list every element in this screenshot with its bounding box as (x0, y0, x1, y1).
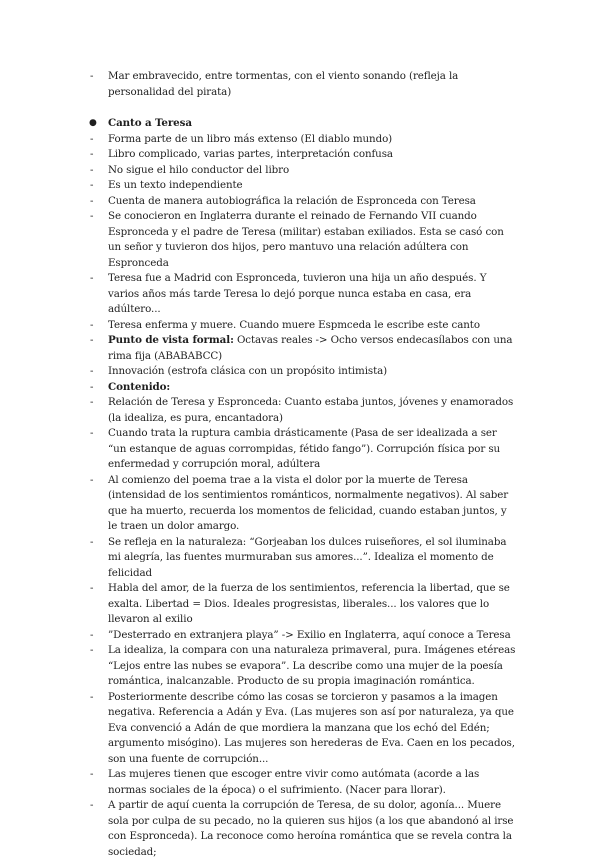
dash-bullet-icon: - (90, 690, 94, 703)
list-item (0, 690, 600, 768)
section-heading (0, 116, 600, 132)
dash-bullet-icon: - (90, 582, 94, 594)
list-item (0, 581, 600, 628)
item-text: Teresa fue a Madrid con Espronceda, tuvieron una hija un año después. Y varios años más tarde Teresa lo dejó porque nunca estaba en casa, era adúltero... (108, 272, 487, 315)
item-text: Es un texto independiente (108, 179, 243, 191)
item-text: Al comienzo del poema trae a la vista el dolor por la muerte de Teresa (intensidad de los sentimientos románticos, normalmente negativos). Al saber que ha muerto, recuerda los momentos de felicidad, cuando estaban juntos, y le traen un dolor amargo. (108, 473, 509, 532)
dash-bullet-icon: - (90, 210, 94, 222)
list-item (0, 364, 600, 380)
item-text: Octavas reales -> Ocho versos endecasílabos con una rima fija (ABABABCC) (108, 334, 513, 362)
item-text: Posteriormente describe cómo las cosas se torcieron y pasamos a la imagen negativa. Referencia a Adán y Eva. (Las mujeres son así por naturaleza, ya que Eva convenció a Adán de que mordiera la manzana que los echó del Edén; argumento misógino). Las mujeres son herederas de Eva. Caen en los pecados, son una fuente de corrupción... (108, 690, 515, 765)
item-label: Contenido: (108, 380, 171, 393)
list-item (0, 271, 600, 318)
list-item (0, 194, 600, 210)
item-text: Cuando trata la ruptura cambia drásticamente (Pasa de ser idealizada a ser “un estanque de aguas corrompidas, fétido fango”). Corrupción física por su enfermedad y corrupción moral, adúltera (108, 427, 501, 470)
list-item (0, 132, 600, 148)
list-item (0, 535, 600, 582)
list-item (0, 147, 600, 163)
dash-bullet-icon: - (90, 427, 94, 439)
list-item (0, 426, 600, 473)
dash-bullet-icon: - (90, 799, 94, 811)
item-text: No sigue el hilo conductor del libro (108, 163, 290, 176)
dash-bullet-icon: - (90, 272, 94, 284)
item-text: Habla del amor, de la fuerza de los sentimientos, referencia la libertad, que se exalta. Libertad = Dios. Ideales progresistas, liberales... los valores que lo llevaron al exilio (108, 582, 510, 625)
dash-bullet-icon: - (90, 179, 94, 191)
item-label: Punto de vista formal: (108, 334, 234, 346)
dash-bullet-icon: - (90, 334, 94, 346)
list-item-intro (0, 69, 600, 100)
list-item (0, 767, 600, 798)
dash-bullet-icon: - (90, 70, 94, 82)
dash-bullet-icon: - (90, 396, 94, 408)
dash-bullet-icon: - (90, 473, 94, 486)
dash-bullet-icon: - (90, 163, 94, 176)
dash-bullet-icon: - (90, 380, 94, 393)
item-text: Cuenta de manera autobiográfica la relación de Espronceda con Teresa (108, 194, 476, 207)
item-text: Se refleja en la naturaleza: “Gorjeaban los dulces ruiseñores, el sol iluminaba mi alegría, las fuentes murmuraban sus amores...”. Idealiza el momento de felicidad (108, 535, 507, 579)
item-text: Libro complicado, varias partes, interpretación confusa (108, 148, 393, 160)
dash-bullet-icon: - (90, 535, 94, 548)
dash-bullet-icon: - (90, 318, 94, 331)
dash-bullet-icon: - (90, 365, 94, 377)
list-item (0, 798, 600, 860)
list-item (0, 333, 600, 364)
item-text: Relación de Teresa y Espronceda: Cuanto estaba juntos, jóvenes y enamorados (la idealiza, es pura, encantadora) (108, 396, 514, 424)
list-item (0, 318, 600, 334)
list-item (0, 643, 600, 690)
dash-bullet-icon: - (90, 768, 94, 780)
round-bullet-icon: ● (89, 118, 97, 128)
item-text: Las mujeres tienen que escoger entre vivir como autómata (acorde a las normas sociales de la época) o el sufrimiento. (Nacer para llorar). (108, 768, 480, 796)
intro-text: Mar embravecido, entre tormentas, con el viento sonando (refleja la personalidad del pirata) (108, 70, 459, 98)
dash-bullet-icon: - (90, 194, 94, 207)
item-text: Innovación (estrofa clásica con un propósito intimista) (108, 365, 388, 377)
dash-bullet-icon: - (90, 132, 94, 145)
list-item (0, 395, 600, 426)
dash-bullet-icon: - (90, 644, 94, 656)
item-text: Forma parte de un libro más extenso (El diablo mundo) (108, 132, 393, 145)
list-item (0, 209, 600, 271)
dash-bullet-icon: - (90, 148, 94, 160)
list-item (0, 178, 600, 194)
notes-list (0, 69, 600, 860)
item-text: Se conocieron en Inglaterra durante el reinado de Fernando VII cuando Espronceda y el padre de Teresa (militar) estaban exiliados. Esta se casó con un señor y tuvieron dos hijos, pero mantuvo una relación adúltera con Espronceda (108, 210, 504, 269)
list-item (0, 473, 600, 535)
section-title: Canto a Teresa (108, 117, 192, 129)
list-item (0, 163, 600, 179)
item-text: Teresa enferma y muere. Cuando muere Espmceda le escribe este canto (108, 318, 480, 331)
list-item (0, 380, 600, 396)
item-text: ”Desterrado en extranjera playa” -> Exilio en Inglaterra, aquí conoce a Teresa (108, 628, 511, 641)
dash-bullet-icon: - (90, 628, 94, 641)
list-item (0, 628, 600, 644)
item-text: A partir de aquí cuenta la corrupción de Teresa, de su dolor, agonía... Muere sola por culpa de su pecado, no la quieren sus hijos (a los que abandonó al irse con Espronceda). La reconoce como heroína romántica que se revela contra la sociedad; (108, 799, 514, 858)
item-text: La idealiza, la compara con una naturaleza primaveral, pura. Imágenes etéreas “Lejos entre las nubes se evapora”. La describe como una mujer de la poesía romántica, inalcanzable. Producto de su propia imaginación romántica. (108, 644, 516, 687)
